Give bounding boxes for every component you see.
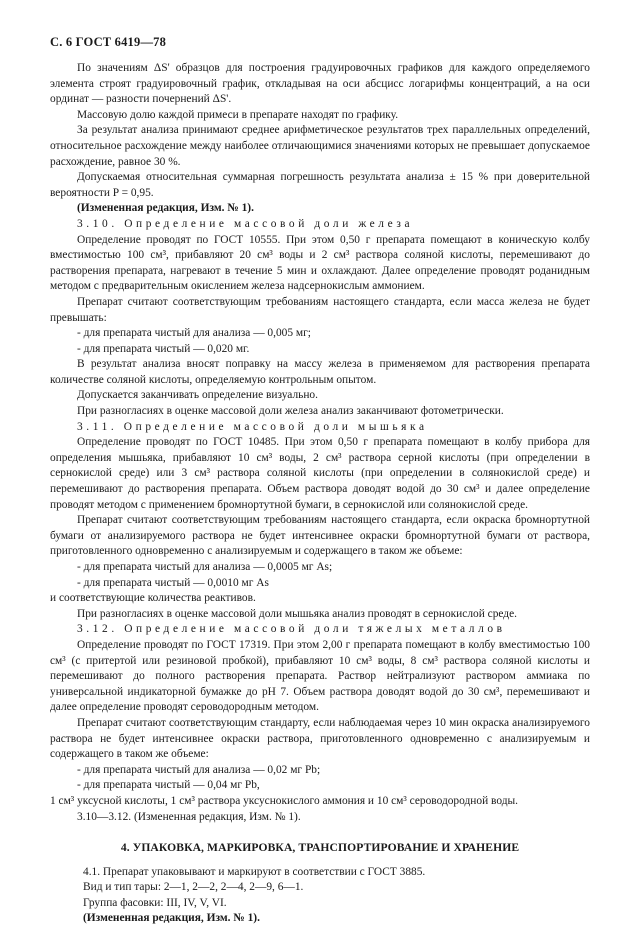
paragraph: 3.10—3.12. (Измененная редакция, Изм. № 1).: [77, 810, 301, 823]
paragraph: 3.11. Определение массовой доли мышьяка: [77, 420, 428, 433]
document-body: [50, 61, 590, 927]
paragraph: - для препарата чистый для анализа — 0,005 мг;: [77, 327, 311, 340]
paragraph: 4.1. Препарат упаковывают и маркируют в соответствии с ГОСТ 3885.: [83, 865, 426, 878]
paragraph: 1 см³ уксусной кислоты, 1 см³ раствора уксуснокислого аммония и 10 см³ сероводородной воды.: [50, 794, 518, 807]
paragraph: При разногласиях в оценке массовой доли мышьяка анализ проводят в сернокислой среде.: [77, 607, 518, 620]
page-header: С. 6 ГОСТ 6419—78: [50, 35, 167, 49]
paragraph: (Измененная редакция, Изм. № 1).: [83, 912, 260, 925]
paragraph: - для препарата чистый — 0,04 мг Pb,: [77, 779, 260, 792]
paragraph: Группа фасовки: III, IV, V, VI.: [83, 896, 227, 909]
paragraph: - для препарата чистый — 0,0010 мг As: [77, 576, 269, 589]
paragraph: 3.12. Определение массовой доли тяжелых металлов: [77, 623, 506, 636]
section-3-text: [50, 61, 590, 825]
paragraph: - для препарата чистый — 0,020 мг.: [77, 342, 250, 355]
paragraph: и соответствующие количества реактивов.: [50, 592, 256, 605]
paragraph: Определение проводят по ГОСТ 10555. При этом 0,50 г препарата помещают в коническую колбу вместимостью 100 см³, прибавляют 20 см³ воды и 2 см³ раствора соляной кислоты, перемешивают до растворения препарата, нагревают в течение 5 мин и охлаждают. Далее определение проводят роданидным методом с предварительным окислением железа надсернокислым аммонием.: [50, 233, 590, 293]
paragraph: 3.10. Определение массовой доли железа: [77, 217, 414, 230]
paragraph: (Измененная редакция, Изм. № 1).: [77, 202, 254, 215]
section-4-text: [50, 865, 590, 927]
section-4-title: 4. УПАКОВКА, МАРКИРОВКА, ТРАНСПОРТИРОВАНИЕ И ХРАНЕНИЕ: [120, 841, 520, 855]
paragraph: По значениям ΔS' образцов для построения градуировочных графиков для каждого определяемого элемента строят градуировочный график, откладывая на оси абсцисс логарифмы концентраций, а на оси ординат — разности почернений ΔS'.: [50, 62, 590, 106]
paragraph: Препарат считают соответствующим требованиям настоящего стандарта, если масса железа не будет превышать:: [50, 295, 590, 324]
paragraph: - для препарата чистый для анализа — 0,02 мг Pb;: [77, 763, 321, 776]
paragraph: Допускаемая относительная суммарная погрешность результата анализа ± 15 % при доверительной вероятности P = 0,95.: [50, 171, 590, 199]
paragraph: Определение проводят по ГОСТ 17319. При этом 2,00 г препарата помещают в колбу вместимостью 100 см³ (с притертой или резиновой пробкой), прибавляют 10 см³ воды, 8 см³ раствора соляной кислоты и перемешивают до полного растворения препарата. Раствор нейтрализуют раствором аммиака по универсальной индикаторной бумажке до pH 7. Объем раствора доводят водой до 30 см³, перемешивают и далее определение проводят сероводородным методом.: [50, 638, 590, 714]
paragraph: - для препарата чистый для анализа — 0,0005 мг As;: [77, 561, 333, 573]
paragraph: Вид и тип тары: 2—1, 2—2, 2—4, 2—9, 6—1.: [83, 881, 304, 894]
paragraph: Массовую долю каждой примеси в препарате находят по графику.: [77, 108, 399, 121]
paragraph: Препарат считают соответствующим стандарту, если наблюдаемая через 10 мин окраска анализируемого раствора не будет интенсивнее окраски раствора, приготовленного одновременно с анализируемым и содержащего в таком же объеме:: [50, 716, 590, 761]
paragraph: Препарат считают соответствующим требованиям настоящего стандарта, если окраска бромнортутной бумаги от анализируемого раствора не будет интенсивнее окраски бромнортутной бумаги от раствора, приготовленного одновременно с анализируемым и содержащего в таком же объеме:: [50, 514, 590, 558]
paragraph: В результат анализа вносят поправку на массу железа в применяемом для растворения препарата количестве соляной кислоты, определяемую контрольным опытом.: [50, 358, 590, 386]
paragraph: При разногласиях в оценке массовой доли железа анализ заканчивают фотометрически.: [77, 405, 504, 418]
paragraph: За результат анализа принимают среднее арифметическое результатов трех параллельных определений, относительное расхождение между наиболее отличающимися значениями которых не превышает допускаемое расхождение, равное 30 %.: [50, 124, 590, 168]
paragraph: Определение проводят по ГОСТ 10485. При этом 0,50 г препарата помещают в колбу прибора для определения мышьяка, прибавляют 10 см³ воды, 2 см³ раствора серной кислоты (при определении в сернокислой среде) или 3 см³ раствора соляной кислоты (при определении в солянокислой среде) и перемешивают до растворения препарата. Объем раствора доводят водой до 30 см³ и далее определение проводят методом с применением бромнортутной бумаги, в сернокислой или солянокислой среде.: [50, 436, 590, 511]
paragraph: Допускается заканчивать определение визуально.: [77, 389, 318, 402]
